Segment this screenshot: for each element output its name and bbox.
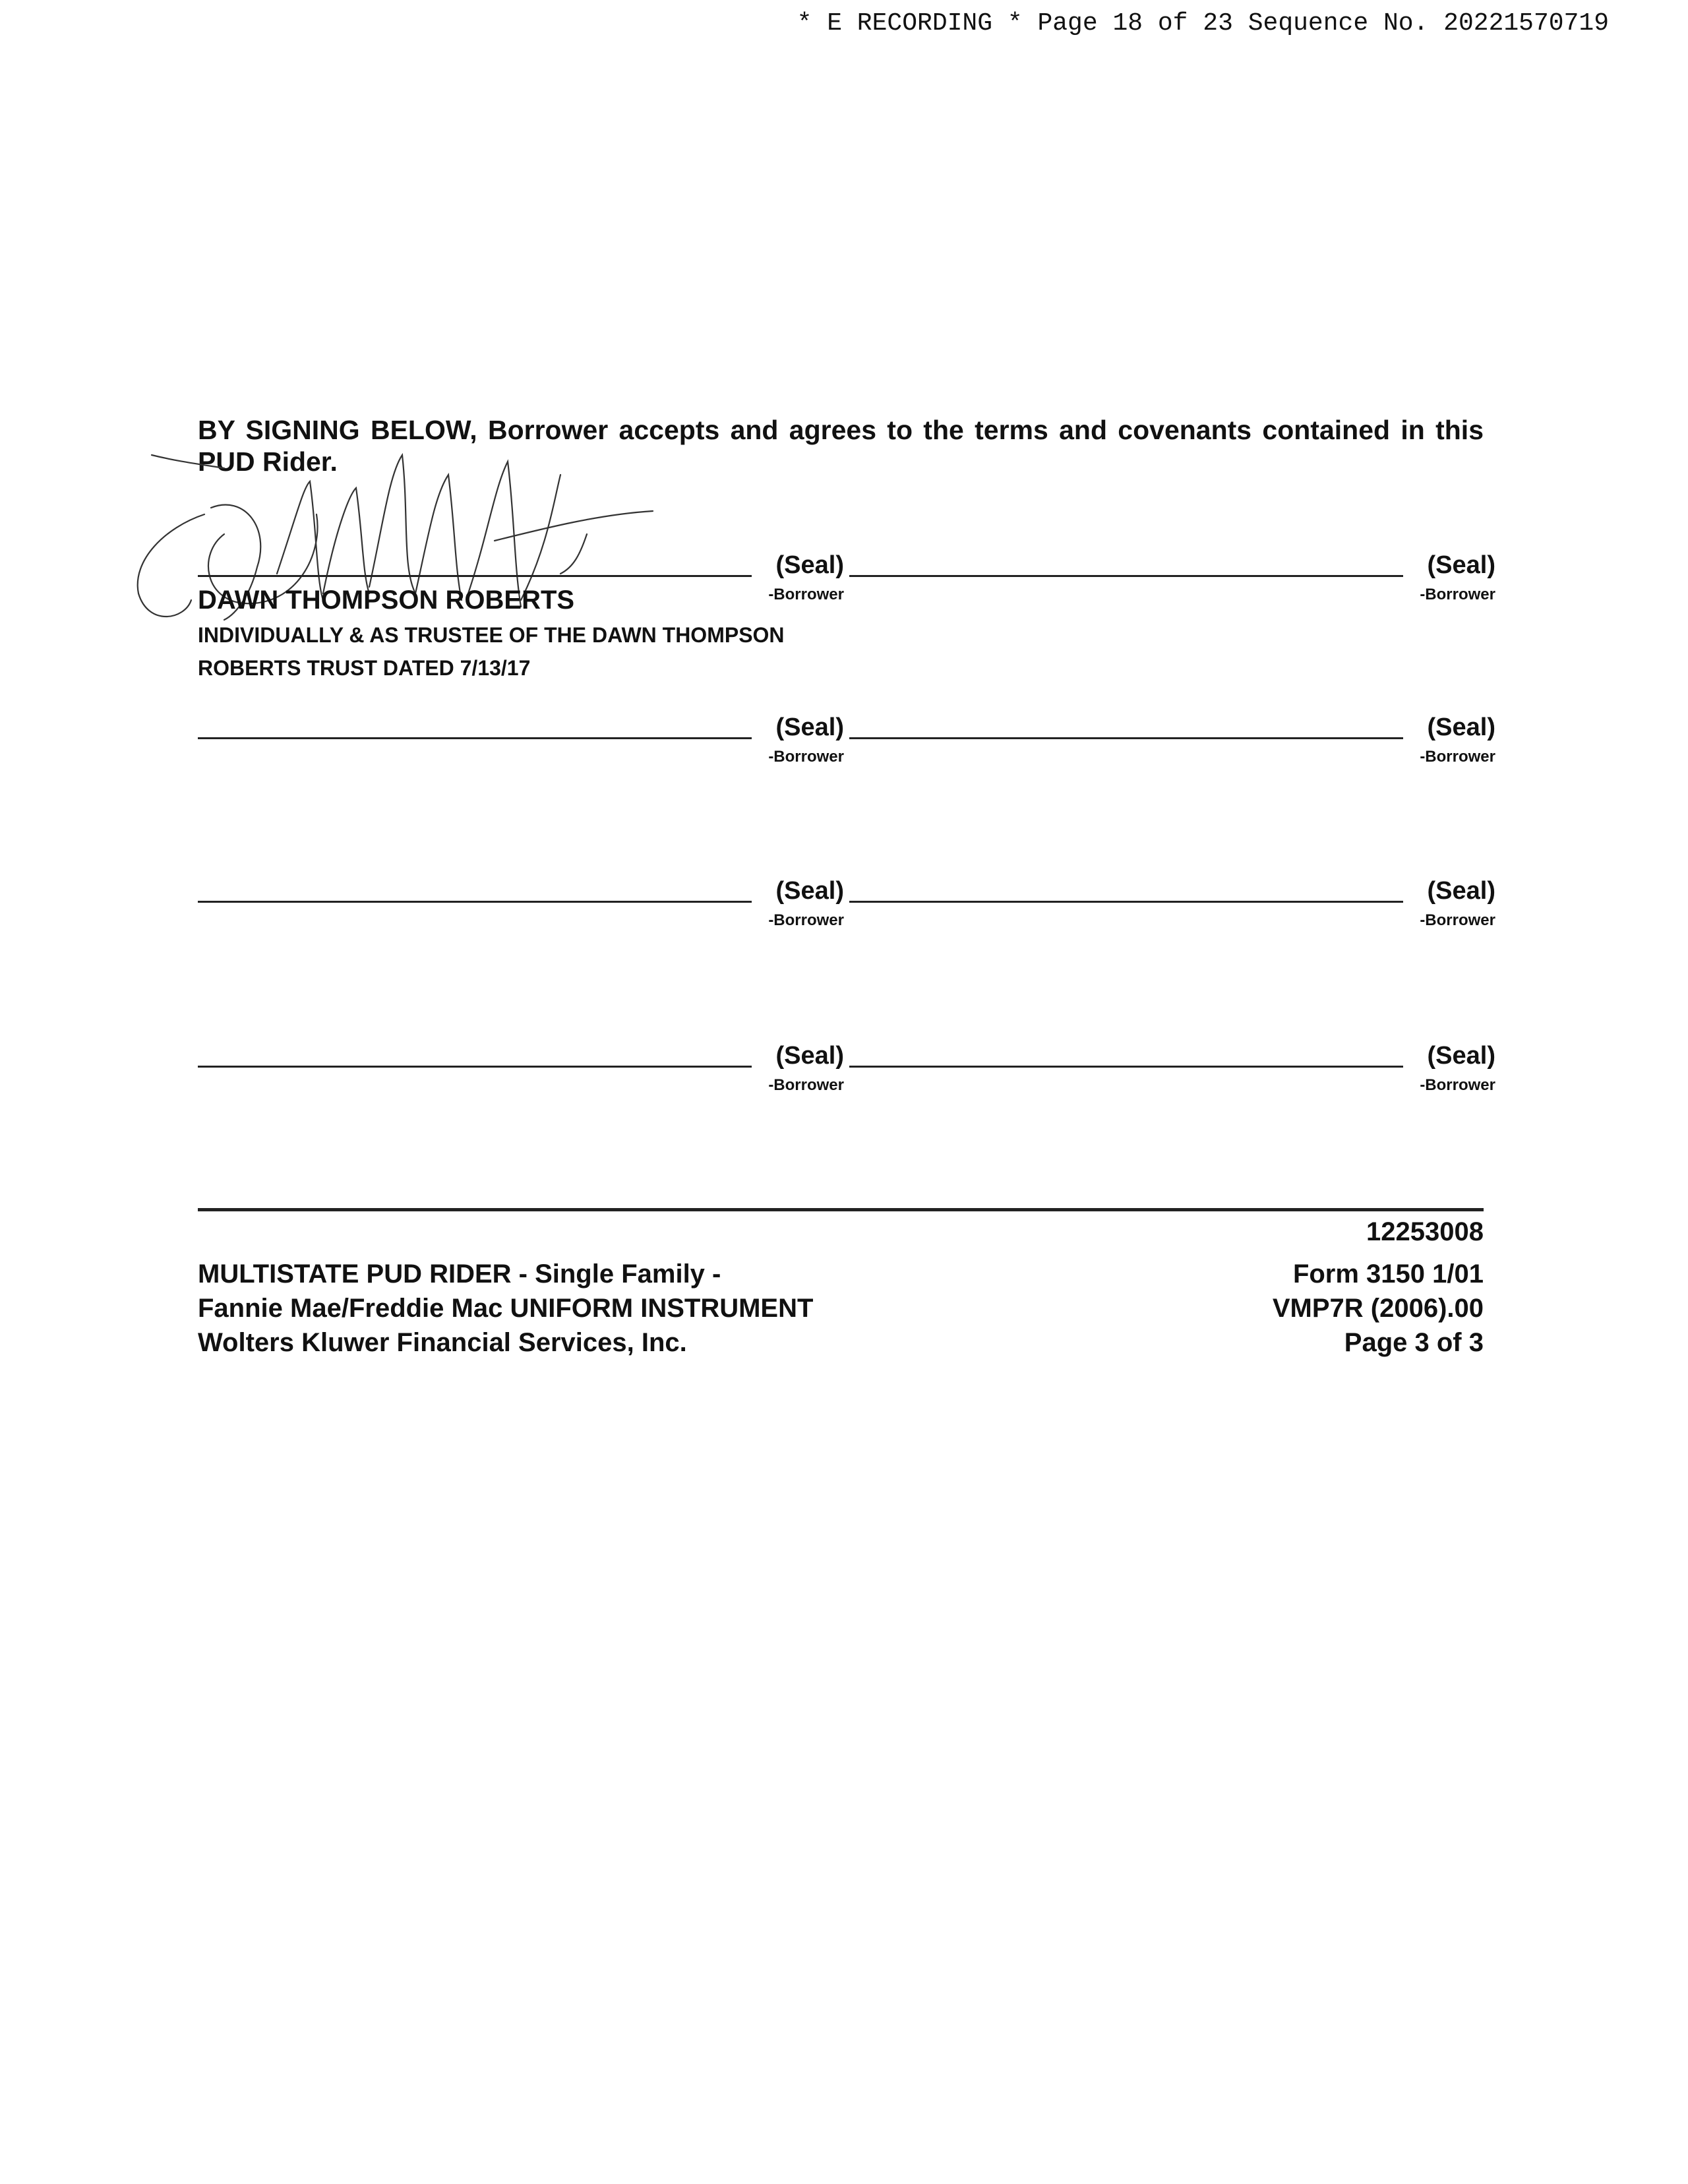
form-id-block	[1273, 1215, 1484, 1360]
seal-label: (Seal)	[775, 1042, 844, 1070]
borrower-label: -Borrower	[1420, 748, 1495, 766]
form-title-line: Fannie Mae/Freddie Mac UNIFORM INSTRUMENT	[198, 1294, 814, 1323]
borrower-label: -Borrower	[768, 911, 844, 929]
page-number: Page 3 of 3	[1344, 1328, 1484, 1357]
seal-label: (Seal)	[1427, 713, 1495, 741]
recording-header: * E RECORDING * Page 18 of 23 Sequence No. 20221570719	[797, 9, 1609, 38]
borrower-label: -Borrower	[768, 586, 844, 603]
signature-line	[849, 901, 1403, 903]
signature-block	[849, 873, 1495, 929]
signer-capacity	[198, 619, 857, 684]
borrower-label: -Borrower	[1420, 911, 1495, 929]
seal-label: (Seal)	[775, 713, 844, 741]
signer-capacity-line: ROBERTS TRUST DATED 7/13/17	[198, 656, 531, 680]
signature-line	[198, 737, 752, 739]
signature-line	[849, 575, 1403, 577]
signature-block	[198, 873, 844, 929]
loan-number: 12253008	[1366, 1217, 1484, 1246]
borrower-label: -Borrower	[768, 1076, 844, 1094]
publisher-name: Wolters Kluwer Financial Services, Inc.	[198, 1328, 687, 1357]
seal-label: (Seal)	[1427, 551, 1495, 579]
seal-label: (Seal)	[775, 877, 844, 905]
signature-block	[198, 1038, 844, 1094]
signature-block	[849, 1038, 1495, 1094]
borrower-label: -Borrower	[768, 748, 844, 766]
seal-label: (Seal)	[775, 551, 844, 579]
borrower-label: -Borrower	[1420, 586, 1495, 603]
signer-capacity-line: INDIVIDUALLY & AS TRUSTEE OF THE DAWN THOMPSON	[198, 623, 785, 647]
signature-line	[198, 901, 752, 903]
borrower-label: -Borrower	[1420, 1076, 1495, 1094]
footer-divider	[198, 1208, 1484, 1211]
form-code: VMP7R (2006).00	[1272, 1294, 1484, 1323]
signing-statement: BY SIGNING BELOW, Borrower accepts and agrees to the terms and covenants contained in this PUD Rider.	[198, 415, 1484, 477]
signer-name: DAWN THOMPSON ROBERTS	[198, 586, 575, 615]
signature-block	[198, 710, 844, 766]
signature-block	[849, 710, 1495, 766]
seal-label: (Seal)	[1427, 877, 1495, 905]
signature-line	[198, 1066, 752, 1068]
signature-line	[849, 737, 1403, 739]
form-number: Form 3150 1/01	[1292, 1259, 1484, 1289]
form-title-block	[198, 1257, 813, 1360]
signature-line	[198, 575, 752, 577]
signature-line	[849, 1066, 1403, 1068]
signature-block	[849, 547, 1495, 603]
seal-label: (Seal)	[1427, 1042, 1495, 1070]
form-title-line: MULTISTATE PUD RIDER - Single Family -	[198, 1259, 721, 1289]
